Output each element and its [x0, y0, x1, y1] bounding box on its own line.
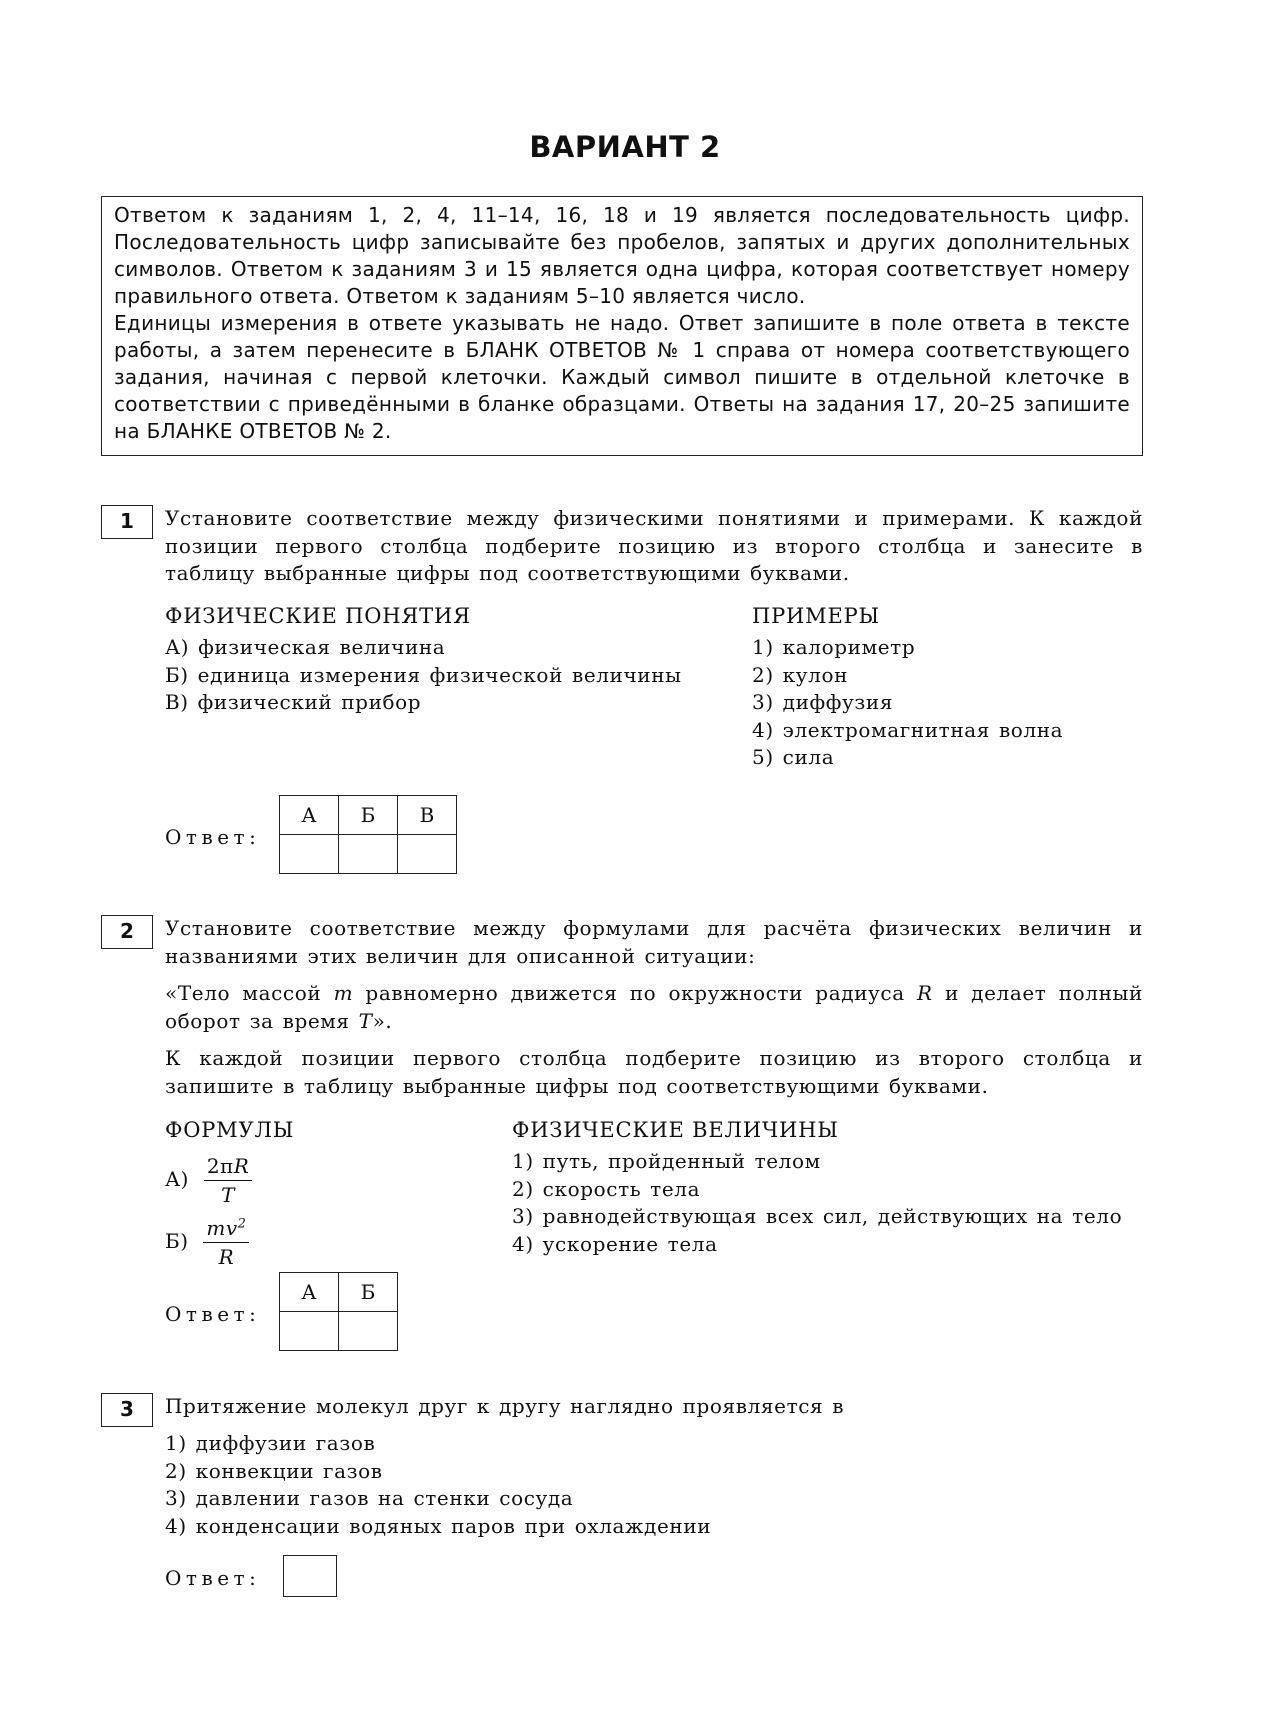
instructions-box	[101, 196, 1143, 456]
task-2-text: Установите соответствие между формулами для расчёта физических величин и названиями этих величин для описанной ситуации:	[165, 916, 1143, 968]
list-item: 2) кулон	[752, 662, 849, 687]
answer-header-b: Б	[339, 1273, 398, 1312]
instructions-paragraph-2: Единицы измерения в ответе указывать не надо. Ответ запишите в поле ответа в тексте работы, а затем перенесите в БЛАНК ОТВЕТОВ № 1 справа от номера соответствующего задания, начиная с первой клеточки. Каждый символ пишите в отдельной клеточке в соответствии с приведёнными в бланке образцами. Ответы на задания 17, 20–25 запишите на БЛАНКЕ ОТВЕТОВ № 2.	[114, 311, 1130, 443]
answer-cell-v[interactable]	[398, 835, 457, 874]
answer-header-a: А	[280, 1273, 339, 1312]
task-3-number: 3	[101, 1393, 153, 1427]
task-1-answer-table	[279, 795, 457, 874]
list-item: 2) конвекции газов	[165, 1458, 383, 1483]
task-3-answer-box[interactable]	[283, 1555, 337, 1597]
task-2-instruction: К каждой позиции первого столбца подберите позицию из второго столбца и запишите в таблицу выбранные цифры под соответствующими буквами.	[165, 1046, 1143, 1098]
answer-cell-b[interactable]	[339, 1312, 398, 1351]
answer-cell-a[interactable]	[280, 1312, 339, 1351]
formula-a-label: А)	[165, 1167, 189, 1191]
page-title: ВАРИАНТ 2	[529, 130, 721, 164]
list-item: 3) равнодействующая всех сил, действующих на тело	[512, 1204, 1123, 1228]
list-item: 1) диффузии газов	[165, 1431, 376, 1455]
answer-header-a: А	[280, 796, 339, 835]
task-2-right-heading: ФИЗИЧЕСКИЕ ВЕЛИЧИНЫ	[512, 1118, 839, 1142]
list-item: 3) диффузия	[752, 690, 894, 714]
list-item: 4) электромагнитная волна	[752, 717, 1064, 742]
list-item: В) физический прибор	[165, 690, 422, 714]
list-item: 1) путь, пройденный телом	[512, 1149, 821, 1173]
instructions-paragraph-1: Ответом к заданиям 1, 2, 4, 11–14, 16, 18 и 19 является последовательность цифр. Последовательность цифр записывайте без пробелов, запятых и других дополнительных символов. Ответом к заданиям 3 и 15 является одна цифра, которая соответствует номеру правильного ответа. Ответом к заданиям 5–10 является число.	[114, 203, 1130, 308]
list-item: Б) единица измерения физической величины	[165, 662, 682, 687]
list-item: 4) ускорение тела	[512, 1231, 718, 1256]
task-2-answer-label: Ответ:	[165, 1302, 261, 1326]
task-1-right-heading: ПРИМЕРЫ	[752, 604, 880, 628]
task-1-number: 1	[101, 505, 153, 539]
formula-b-label: Б)	[165, 1229, 189, 1253]
task-1-examples-list	[752, 634, 1063, 772]
task-2-answer-table	[279, 1272, 398, 1351]
list-item: 4) конденсации водяных паров при охлаждении	[165, 1513, 712, 1538]
task-1-answer-label: Ответ:	[165, 825, 261, 849]
task-1-text: Установите соответствие между физическими понятиями и примерами. К каждой позиции первого столбца подберите позицию из второго столбца и занесите в таблицу выбранные цифры под соответствующими буквами.	[165, 506, 1143, 585]
list-item: 3) давлении газов на стенки сосуда	[165, 1486, 574, 1510]
task-3-answer-label: Ответ:	[165, 1566, 261, 1590]
list-item: 1) калориметр	[752, 635, 916, 659]
task-2-quantities-list	[512, 1148, 1122, 1258]
answer-cell-a[interactable]	[280, 835, 339, 874]
task-1-left-heading: ФИЗИЧЕСКИЕ ПОНЯТИЯ	[165, 604, 471, 628]
task-2-number: 2	[101, 915, 153, 949]
formula-a: А) $\frac{2\pi R}{T}$	[165, 1154, 252, 1207]
list-item: 2) скорость тела	[512, 1176, 701, 1201]
task-2-situation: «Тело массой m равномерно движется по окружности радиуса R и делает полный оборот за время T».	[165, 981, 1143, 1033]
task-1-concepts-list	[165, 634, 682, 717]
task-3-text: Притяжение молекул друг к другу наглядно проявляется в	[165, 1394, 845, 1418]
task-2-left-heading: ФОРМУЛЫ	[165, 1118, 295, 1142]
list-item: А) физическая величина	[165, 635, 446, 659]
task-3-options-list	[165, 1430, 711, 1540]
list-item: 5) сила	[752, 745, 835, 769]
answer-header-b: Б	[339, 796, 398, 835]
answer-header-v: В	[398, 796, 457, 835]
answer-cell-b[interactable]	[339, 835, 398, 874]
formula-b: Б) $\frac{mv^2}{R}$	[165, 1216, 249, 1269]
